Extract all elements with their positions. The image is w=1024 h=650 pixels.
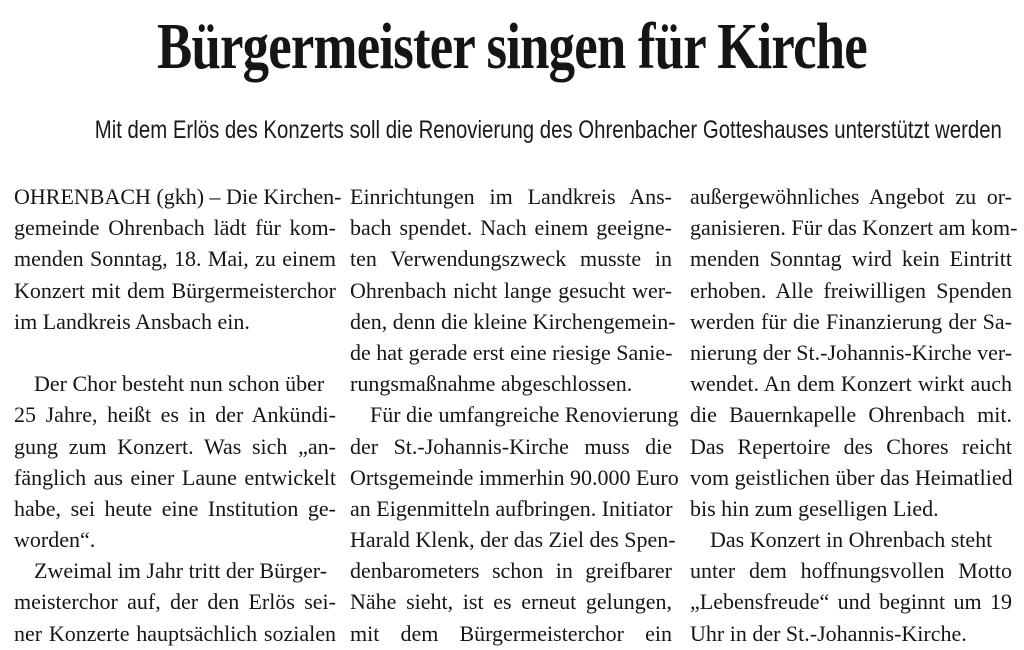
text-line: rungsmaßnahme abgeschlossen. <box>350 371 633 397</box>
text-line: erhoben. Alle freiwilligen Spenden <box>690 277 1012 303</box>
text-line: den, denn die kleine Kirchengemein- <box>350 308 676 334</box>
text-line: an Eigenmitteln aufbringen. Initiator <box>350 495 673 521</box>
text-line: Ortsgemeinde immerhin 90.000 Euro <box>350 464 679 490</box>
article-column-1 <box>14 181 342 649</box>
text-line: denbarometers schon in greifbarer <box>350 558 672 584</box>
text-line: ner Konzerte hauptsächlich sozialen <box>14 620 336 646</box>
text-line: Einrichtungen im Landkreis Ans- <box>350 184 672 209</box>
text-line: worden“. <box>14 527 96 553</box>
text-line: Uhr in der St.-Johannis-Kirche. <box>690 620 967 646</box>
text-line: mit dem Bürgermeisterchor ein <box>350 620 672 646</box>
text-line: Konzert mit dem Bürgermeisterchor <box>14 277 336 303</box>
text-line: Ohrenbach nicht lange gesucht wer- <box>350 277 672 303</box>
text-line: vom geistlichen über das Heimatlied <box>690 464 1013 490</box>
text-line: 25 Jahre, heißt es in der Ankündi- <box>14 402 336 428</box>
text-line: menden Sonntag, 18. Mai, zu einem <box>14 246 336 272</box>
text-line: Das Repertoire des Chores reicht <box>690 433 1012 459</box>
text-line: werden für die Finanzierung der Sa- <box>690 308 1012 334</box>
paragraph-gap <box>14 337 336 368</box>
text-line: bach spendet. Nach einem geeigne- <box>350 215 672 241</box>
text-line: Nähe sieht, ist es erneut gelungen, <box>350 589 672 615</box>
text-line: menden Sonntag wird kein Eintritt <box>690 246 1012 272</box>
text-line: Zweimal im Jahr tritt der Bürger- <box>34 558 328 584</box>
article-headline: Bürgermeister singen für Kirche <box>157 10 867 83</box>
text-line: gemeinde Ohrenbach lädt für kom- <box>14 215 336 241</box>
text-line: bis hin zum geselligen Lied. <box>690 495 939 521</box>
text-line: ganisieren. Für das Konzert am kom- <box>690 215 1018 241</box>
text-line: fänglich aus einer Laune entwickelt <box>14 464 336 490</box>
text-line: die Bauernkapelle Ohrenbach mit. <box>690 402 1012 428</box>
text-line: gung zum Konzert. Was sich „an- <box>14 433 336 459</box>
text-line: Das Konzert in Ohrenbach steht <box>710 527 993 553</box>
text-line: ten Verwendungszweck musste in <box>350 246 672 272</box>
text-line: de hat gerade erst eine riesige Sanie- <box>350 339 673 365</box>
text-line: im Landkreis Ansbach ein. <box>14 308 250 334</box>
text-line: unter dem hoffnungsvollen Motto <box>690 558 1012 584</box>
text-line: habe, sei heute eine Institution ge- <box>14 495 336 521</box>
text-line: außergewöhnliches Angebot zu or- <box>690 184 1012 209</box>
text-line: Für die umfangreiche Renovierung <box>370 402 679 428</box>
text-line: wendet. An dem Konzert wirkt auch <box>690 371 1012 397</box>
article-column-3 <box>690 181 1018 649</box>
text-line: Der Chor besteht nun schon über <box>34 371 325 397</box>
article-subheadline: Mit dem Erlös des Konzerts soll die Renovierung des Ohrenbacher Gotteshauses unterstützt werden <box>94 116 1002 144</box>
text-line: OHRENBACH (gkh) – Die Kirchen- <box>14 184 342 209</box>
text-line: meisterchor auf, der den Erlös sei- <box>14 589 336 615</box>
text-line: nierung der St.-Johannis-Kirche ver- <box>690 339 1013 365</box>
text-line: der St.-Johannis-Kirche muss die <box>350 433 672 459</box>
article-column-2 <box>350 181 679 649</box>
text-line: „Lebensfreude“ und beginnt um 19 <box>690 589 1012 615</box>
text-line: Harald Klenk, der das Ziel des Spen- <box>350 527 676 553</box>
